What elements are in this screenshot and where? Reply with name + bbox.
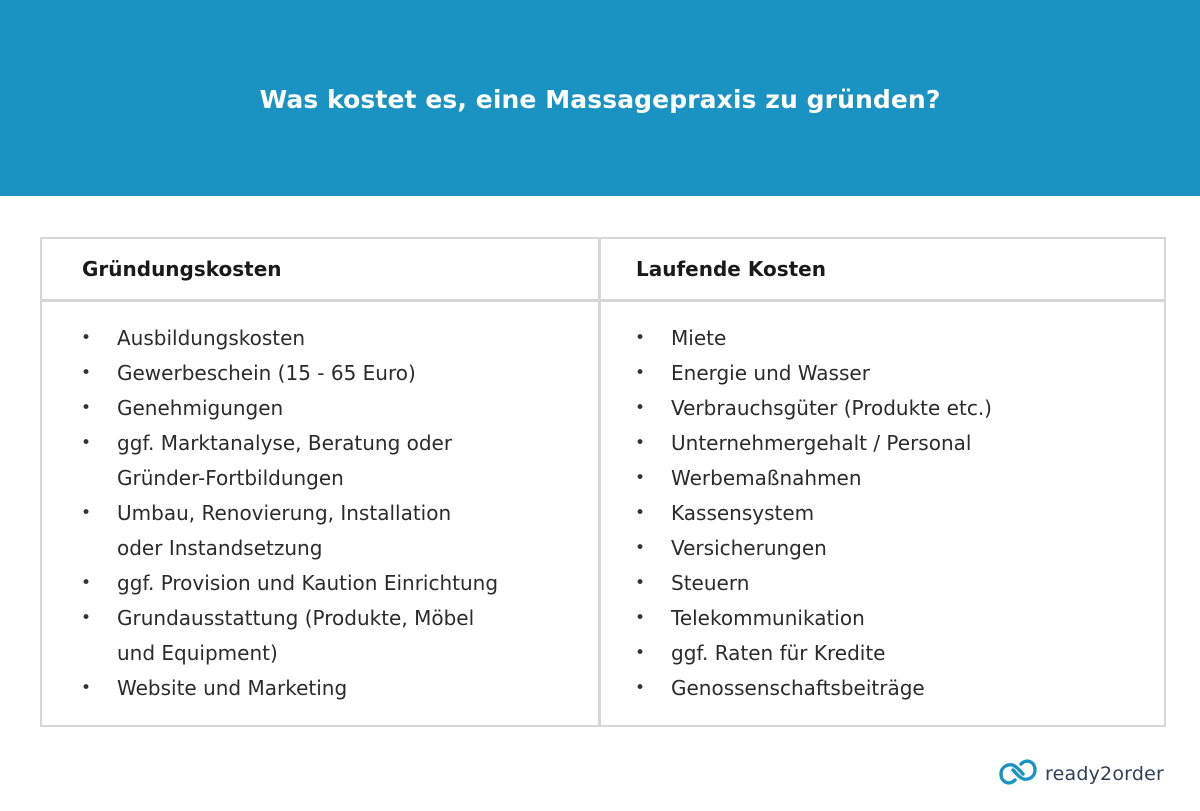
column-heading-laufende-kosten: Laufende Kosten: [636, 257, 826, 281]
list-item: • Ausbildungskosten: [80, 321, 560, 356]
list-item: • ggf. Raten für Kredite: [634, 636, 1134, 671]
list-item: • Steuern: [634, 566, 1134, 601]
ready2order-logo-icon: [999, 757, 1045, 791]
laufende-kosten-list: [634, 321, 1134, 706]
list-item: • ggf. Marktanalyse, Beratung oder Gründer-Fortbildungen: [80, 426, 560, 496]
list-item: • ggf. Provision und Kaution Einrichtung: [80, 566, 560, 601]
header-banner: [0, 0, 1200, 196]
list-item: • Gewerbeschein (15 - 65 Euro): [80, 356, 560, 391]
brand-name: ready2order: [1045, 763, 1164, 785]
header-row-divider: [40, 299, 1166, 302]
column-heading-gruendungskosten: Gründungskosten: [82, 257, 282, 281]
gruendungskosten-list: [80, 321, 560, 706]
list-item: • Umbau, Renovierung, Installation oder Instandsetzung: [80, 496, 560, 566]
brand-logo: [999, 757, 1164, 791]
list-item: • Verbrauchsgüter (Produkte etc.): [634, 391, 1134, 426]
list-item: • Grundausstattung (Produkte, Möbel und Equipment): [80, 601, 560, 671]
list-item: • Versicherungen: [634, 531, 1134, 566]
list-item: • Miete: [634, 321, 1134, 356]
list-item: • Telekommunikation: [634, 601, 1134, 636]
list-item: • Energie und Wasser: [634, 356, 1134, 391]
column-divider: [598, 237, 601, 727]
list-item: • Unternehmergehalt / Personal: [634, 426, 1134, 461]
page-title: Was kostet es, eine Massagepraxis zu gründen?: [259, 84, 941, 114]
list-item: • Website und Marketing: [80, 671, 560, 706]
list-item: • Kassensystem: [634, 496, 1134, 531]
list-item: • Genehmigungen: [80, 391, 560, 426]
list-item: • Genossenschaftsbeiträge: [634, 671, 1134, 706]
list-item: • Werbemaßnahmen: [634, 461, 1134, 496]
